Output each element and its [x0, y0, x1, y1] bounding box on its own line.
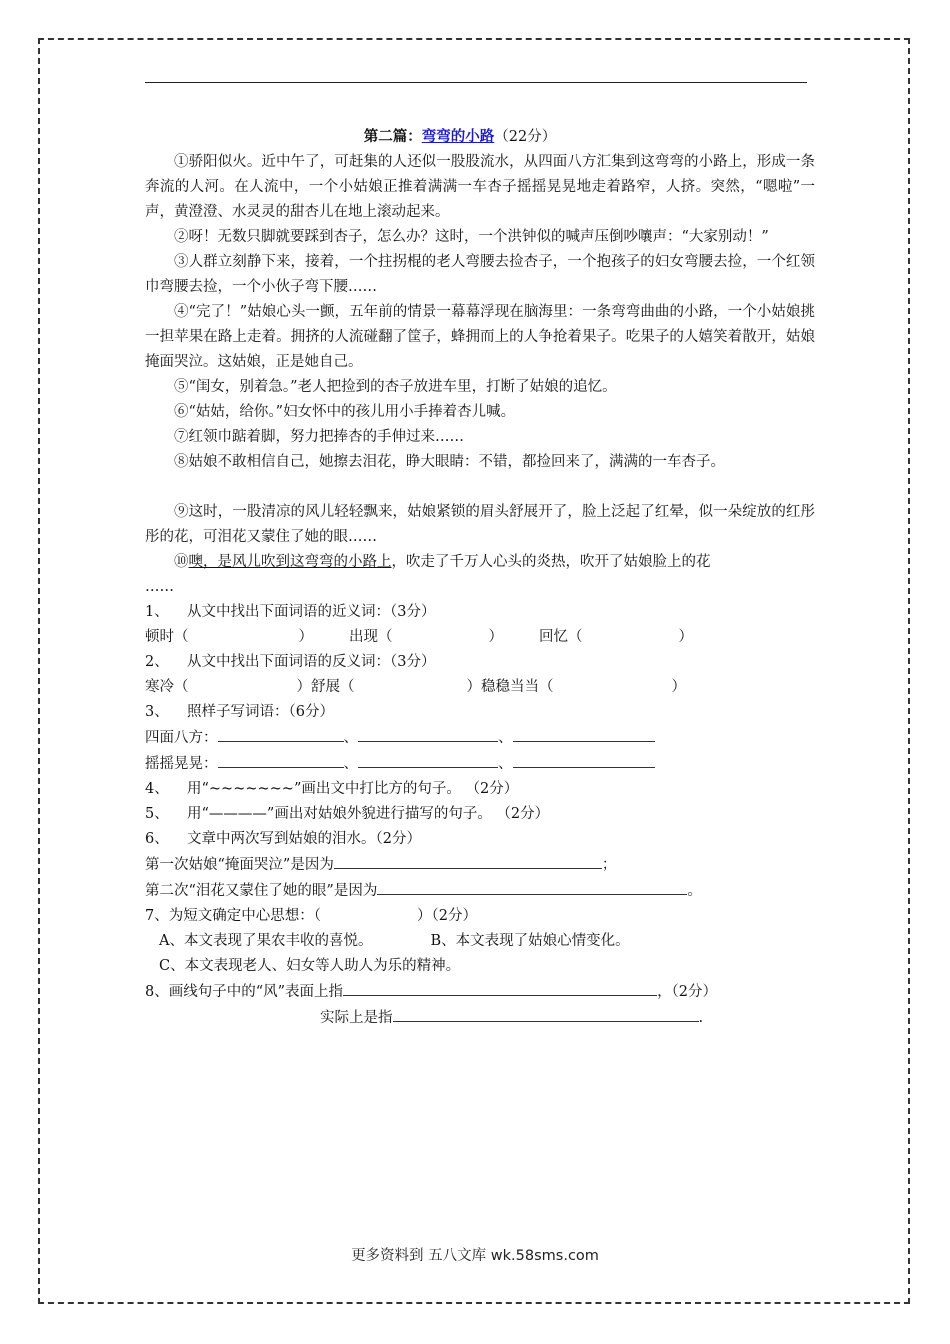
question-7-option-c: C、本文表现老人、妇女等人助人为乐的精神。	[159, 958, 461, 974]
question-6-second-prompt: 第二次“泪花又蒙住了她的眼”是因为	[145, 883, 378, 899]
question-5-number: 5、	[145, 806, 169, 822]
question-7	[145, 904, 815, 929]
question-6-first	[145, 852, 815, 878]
option-b: B、本文表现了姑娘心情变化。	[430, 933, 630, 949]
question-6	[145, 827, 815, 852]
synonym-word-2: 出现（	[349, 629, 393, 645]
question-8	[145, 979, 815, 1005]
underlined-sentence: 噢，是风儿吹到这弯弯的小路上	[188, 554, 392, 570]
question-8-text: 8、画线句子中的“风”表面上指	[145, 984, 344, 1000]
answer-line[interactable]	[334, 852, 602, 869]
antonym-word-3: ）稳稳当当（	[466, 679, 554, 695]
question-2-text: 从文中找出下面词语的反义词：（3分）	[187, 654, 436, 670]
punctuation: ；	[601, 857, 617, 873]
question-6-second	[145, 878, 815, 904]
paragraph-10-rest: ，吹走了千万人心头的炎热，吹开了姑娘脸上的花	[391, 554, 711, 570]
punctuation: .	[698, 1010, 704, 1026]
answer-line[interactable]	[513, 725, 655, 742]
paren-close: ）	[488, 629, 503, 645]
question-8-second	[145, 1005, 815, 1031]
answer-line[interactable]	[393, 1005, 699, 1022]
section-points: （22分）	[494, 129, 557, 145]
header-rule	[145, 82, 807, 83]
question-7-points: ）（2分）	[416, 908, 477, 924]
question-4	[145, 777, 815, 802]
paragraph-7: ⑦红领巾踮着脚，努力把捧杏的手伸过来……	[174, 429, 464, 445]
question-2	[145, 650, 815, 675]
paragraph-5: ⑤“闺女，别着急。”老人把捡到的杏子放进车里，打断了姑娘的追忆。	[174, 379, 617, 395]
question-3	[145, 700, 815, 725]
separator: 、	[343, 756, 358, 772]
question-5	[145, 802, 815, 827]
question-1-text: 从文中找出下面词语的近义词：（3分）	[187, 604, 436, 620]
answer-line[interactable]	[218, 725, 344, 742]
question-1-number: 1、	[145, 604, 169, 620]
question-7-options-ab	[145, 929, 815, 954]
question-4-text: 用“~~~~~~~”画出文中打比方的句子。 （2分）	[187, 781, 519, 797]
answer-line[interactable]	[377, 878, 687, 895]
question-3-number: 3、	[145, 704, 169, 720]
paragraph-1: ①骄阳似火。近中午了，可赶集的人还似一股股流水，从四面八方汇集到这弯弯的小路上，形成一条奔流的人河。在人流中，一个小姑娘正推着满满一车杏子摇摇晃晃地走着路窄，人挤。突然，“嗯啦”一声，黄澄澄、水灵灵的甜杏儿在地上滚动起来。	[145, 154, 815, 220]
paren-close: ）	[298, 629, 313, 645]
answer-line[interactable]	[358, 751, 498, 768]
antonym-word-2: ）舒展（	[296, 679, 355, 695]
question-1-answers	[145, 625, 815, 650]
paragraph-gap	[145, 475, 815, 500]
answer-line[interactable]	[343, 979, 657, 996]
question-2-number: 2、	[145, 654, 169, 670]
option-a: A、本文表现了果农丰收的喜悦。	[159, 933, 373, 949]
paren-close: ）	[678, 629, 693, 645]
paragraph-9: ⑨这时，一股清凉的风儿轻轻飘来，姑娘紧锁的眉头舒展开了，脸上泛起了红晕，似一朵绽放的红彤彤的花，可泪花又蒙住了她的眼……	[145, 504, 815, 545]
paragraph-3: ③人群立刻静下来，接着，一个拄拐棍的老人弯腰去捡杏子，一个抱孩子的妇女弯腰去捡，一个红领巾弯腰去捡，一个小伙子弯下腰……	[145, 254, 815, 295]
question-3-row-a	[145, 725, 815, 751]
question-5-text: 用“————”画出对姑娘外貌进行描写的句子。 （2分）	[187, 806, 550, 822]
paragraph-8: ⑧姑娘不敢相信自己，她擦去泪花，睁大眼睛：不错，都捡回来了，满满的一车杏子。	[174, 454, 725, 470]
example-word-a: 四面八方：	[145, 730, 218, 746]
question-1	[145, 600, 815, 625]
question-6-number: 6、	[145, 831, 169, 847]
antonym-word-1: 寒冷（	[145, 679, 189, 695]
question-8-points: ，（2分）	[657, 984, 718, 1000]
paragraph-4: ④“完了！”姑娘心头一颤，五年前的情景一幕幕浮现在脑海里：一条弯弯曲曲的小路，一个小姑娘挑一担苹果在路上走着。拥挤的人流碰翻了筐子，蜂拥而上的人争抢着果子。吃果子的人嬉笑着散开，姑娘掩面哭泣。这姑娘，正是她自己。	[145, 304, 815, 370]
separator: 、	[498, 756, 513, 772]
paragraph-6: ⑥“姑姑，给你。”妇女怀中的孩儿用小手捧着杏儿喊。	[174, 404, 516, 420]
paren-close: ）	[671, 679, 686, 695]
question-4-number: 4、	[145, 781, 169, 797]
answer-line[interactable]	[513, 751, 655, 768]
punctuation: 。	[687, 883, 702, 899]
paragraph-2: ②呀！无数只脚就要踩到杏子，怎么办？这时，一个洪钟似的喊声压倒吵嚷声：“大家别动！”	[174, 229, 769, 245]
worksheet-content	[145, 124, 815, 1031]
synonym-word-1: 顿时（	[145, 629, 189, 645]
answer-line[interactable]	[358, 725, 498, 742]
section-label: 第二篇：	[363, 128, 422, 145]
paragraph-10-number: ⑩	[174, 554, 189, 570]
synonym-word-3: 回忆（	[539, 629, 583, 645]
answer-line[interactable]	[218, 751, 344, 768]
question-8-second-prompt: 实际上是指	[320, 1010, 393, 1026]
separator: 、	[343, 730, 358, 746]
question-7-text: 7、为短文确定中心思想：（	[145, 908, 321, 924]
question-3-text: 照样子写词语：（6分）	[187, 704, 334, 720]
question-6-text: 文章中两次写到姑娘的泪水。（2分）	[187, 831, 421, 847]
question-6-first-prompt: 第一次姑娘“掩面哭泣”是因为	[145, 857, 334, 873]
question-2-answers	[145, 675, 815, 700]
footer-note: 更多资料到 五八文库 wk.58sms.com	[351, 1248, 599, 1264]
paragraph-10	[145, 550, 815, 575]
example-word-b: 摇摇晃晃：	[145, 756, 218, 772]
section-title	[105, 124, 815, 150]
story-title-link[interactable]: 弯弯的小路	[421, 128, 495, 145]
separator: 、	[498, 730, 513, 746]
question-3-row-b	[145, 751, 815, 777]
paragraph-10-tail: ……	[145, 579, 174, 595]
